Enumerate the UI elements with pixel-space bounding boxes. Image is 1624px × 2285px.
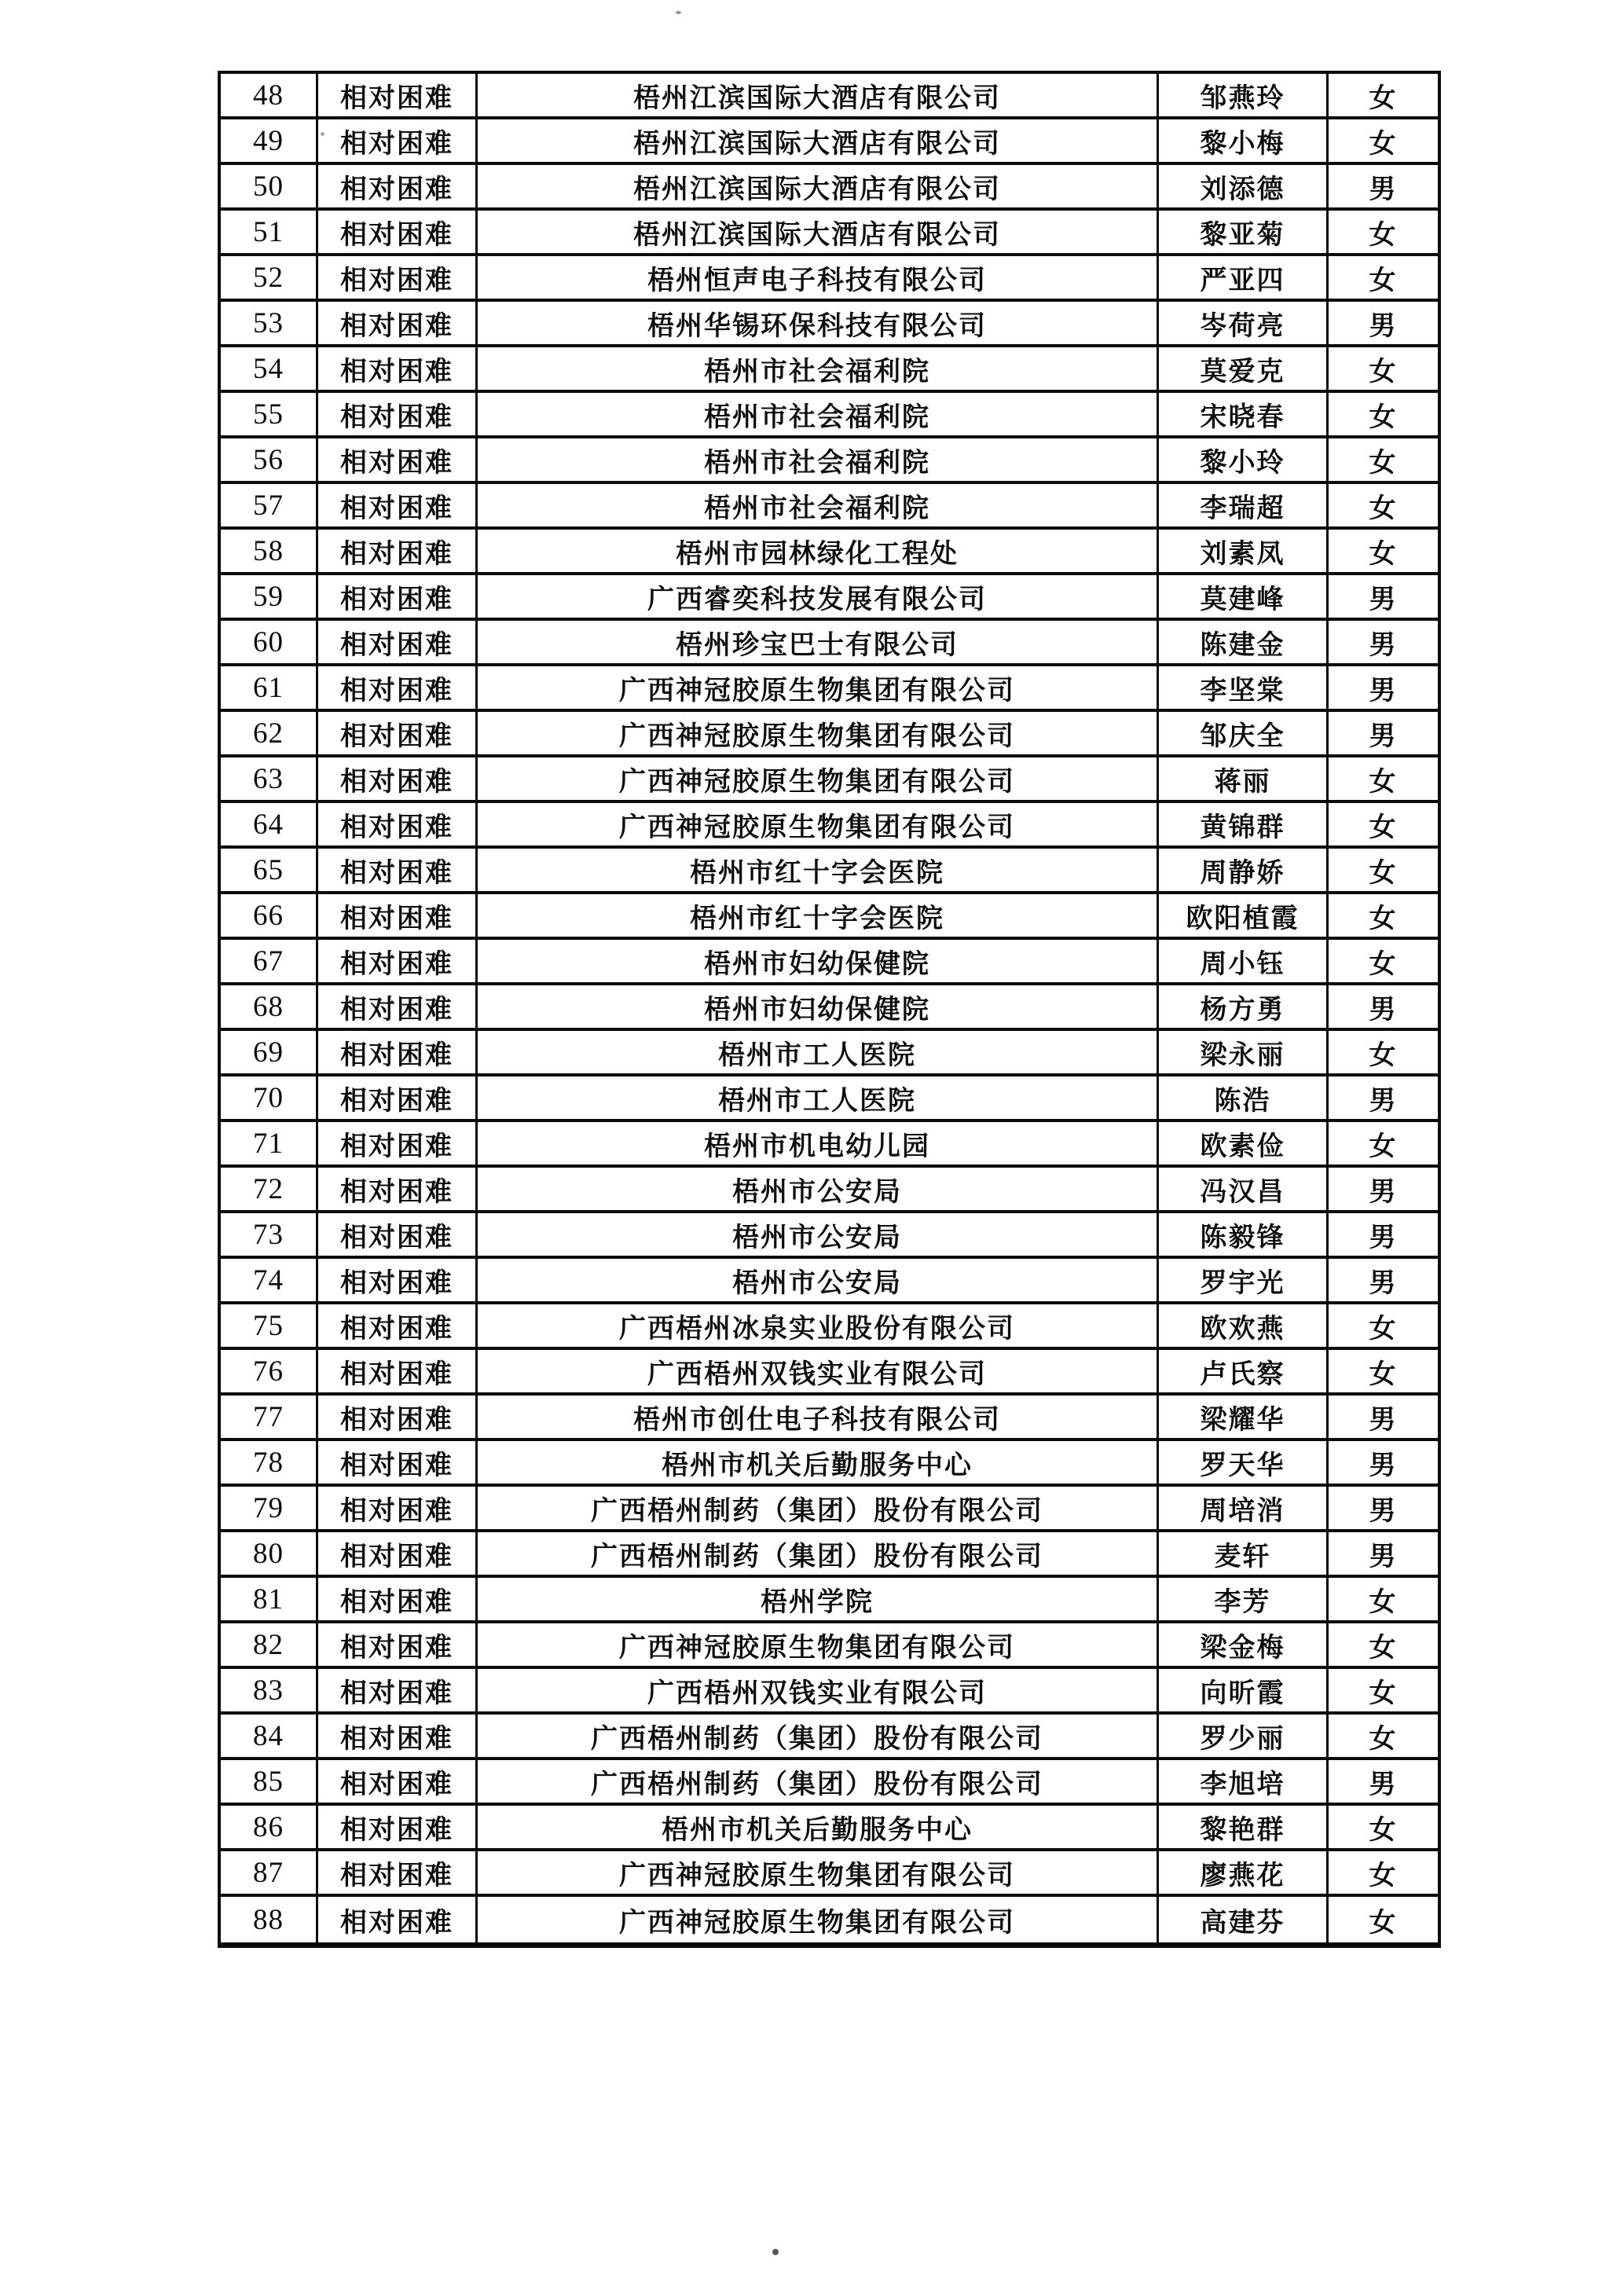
roster-table: [218, 71, 1441, 1948]
cell-name: 莫建峰: [1159, 575, 1329, 618]
cell-name: 罗天华: [1159, 1441, 1329, 1484]
cell-name: 周静娇: [1159, 849, 1329, 891]
cell-gender: 男: [1369, 630, 1398, 660]
cell-gender: 女: [1369, 1314, 1398, 1344]
table-row: [221, 1259, 1438, 1304]
cell-number: 57: [221, 484, 318, 526]
cell-company: 梧州市妇幼保健院: [478, 985, 1159, 1028]
cell-status: 相对困难: [318, 1806, 478, 1848]
cell-gender: 男: [1369, 1223, 1398, 1253]
cell-number: 67: [221, 940, 318, 982]
cell-company: 梧州学院: [478, 1578, 1159, 1620]
cell-status: 相对困难: [318, 1304, 478, 1347]
table-row: [221, 1304, 1438, 1350]
cell-company: 梧州市社会福利院: [478, 484, 1159, 526]
cell-company: 梧州市创仕电子科技有限公司: [478, 1396, 1159, 1438]
table-row: [221, 1213, 1438, 1259]
table-row: [221, 1623, 1438, 1669]
cell-number: 64: [221, 803, 318, 845]
table-row: [221, 393, 1438, 438]
cell-number: 85: [221, 1760, 318, 1803]
cell-name: 莫爱克: [1159, 347, 1329, 390]
cell-number: 88: [221, 1897, 318, 1942]
cell-number: 77: [221, 1396, 318, 1438]
cell-status: 相对困难: [318, 256, 478, 299]
cell-company: 梧州市社会福利院: [478, 438, 1159, 481]
cell-number: 65: [221, 849, 318, 891]
table-row: [221, 712, 1438, 757]
cell-gender: 女: [1369, 357, 1398, 387]
table-row: [221, 1532, 1438, 1578]
table-row: [221, 940, 1438, 985]
cell-name: 欧欢燕: [1159, 1304, 1329, 1347]
table-row: [221, 803, 1438, 849]
cell-gender: 女: [1369, 539, 1398, 569]
cell-company: 梧州江滨国际大酒店有限公司: [478, 74, 1159, 116]
cell-name: 刘素凤: [1159, 530, 1329, 572]
table-row: [221, 1031, 1438, 1076]
cell-status: 相对困难: [318, 712, 478, 754]
cell-name: 严亚四: [1159, 256, 1329, 299]
cell-number: 76: [221, 1350, 318, 1392]
cell-company: 梧州华锡环保科技有限公司: [478, 302, 1159, 344]
scan-artifact: [772, 2249, 779, 2255]
cell-status: 相对困难: [318, 1168, 478, 1210]
cell-gender: 男: [1369, 1770, 1398, 1799]
cell-company: 梧州江滨国际大酒店有限公司: [478, 119, 1159, 162]
cell-name: 高建芬: [1159, 1897, 1329, 1942]
cell-name: 黎小梅: [1159, 119, 1329, 162]
cell-gender: 女: [1369, 129, 1398, 159]
cell-number: 60: [221, 621, 318, 663]
cell-gender: 女: [1369, 1908, 1398, 1938]
cell-name: 周培消: [1159, 1487, 1329, 1529]
table-row: [221, 119, 1438, 165]
table-row: [221, 1168, 1438, 1213]
cell-number: 59: [221, 575, 318, 618]
cell-company: 广西睿奕科技发展有限公司: [478, 575, 1159, 618]
cell-gender: 女: [1369, 767, 1398, 797]
scan-artifact: [676, 11, 681, 14]
cell-name: 黎亚菊: [1159, 211, 1329, 253]
cell-gender: 男: [1369, 1451, 1398, 1480]
cell-status: 相对困难: [318, 302, 478, 344]
cell-number: 71: [221, 1122, 318, 1165]
cell-name: 欧阳植霞: [1159, 894, 1329, 937]
table-row: [221, 484, 1438, 530]
cell-company: 梧州市社会福利院: [478, 347, 1159, 390]
cell-number: 73: [221, 1213, 318, 1256]
cell-status: 相对困难: [318, 1897, 478, 1942]
cell-name: 李坚棠: [1159, 666, 1329, 709]
cell-company: 广西神冠胶原生物集团有限公司: [478, 712, 1159, 754]
cell-gender: 女: [1369, 812, 1398, 842]
table-row: [221, 575, 1438, 621]
cell-status: 相对困难: [318, 666, 478, 709]
cell-gender: 男: [1369, 1086, 1398, 1116]
table-row: [221, 1760, 1438, 1806]
cell-company: 梧州市机电幼儿园: [478, 1122, 1159, 1165]
cell-gender: 女: [1369, 266, 1398, 295]
cell-company: 梧州市妇幼保健院: [478, 940, 1159, 982]
cell-gender: 男: [1369, 174, 1398, 204]
cell-status: 相对困难: [318, 1122, 478, 1165]
table-row: [221, 530, 1438, 575]
cell-gender: 女: [1369, 858, 1398, 888]
cell-gender: 女: [1369, 1861, 1398, 1891]
cell-gender: 男: [1369, 1542, 1398, 1572]
cell-company: 广西梧州制药（集团）股份有限公司: [478, 1532, 1159, 1575]
cell-gender: 男: [1369, 676, 1398, 706]
cell-company: 梧州市工人医院: [478, 1031, 1159, 1073]
table-row: [221, 1578, 1438, 1623]
cell-status: 相对困难: [318, 1396, 478, 1438]
cell-company: 广西梧州制药（集团）股份有限公司: [478, 1715, 1159, 1757]
table-row: [221, 1487, 1438, 1532]
cell-name: 冯汉昌: [1159, 1168, 1329, 1210]
table-row: [221, 438, 1438, 484]
table-row: [221, 1396, 1438, 1441]
cell-name: 梁永丽: [1159, 1031, 1329, 1073]
cell-gender: 男: [1369, 1268, 1398, 1298]
cell-number: 81: [221, 1578, 318, 1620]
cell-name: 岑荷亮: [1159, 302, 1329, 344]
cell-company: 梧州市红十字会医院: [478, 849, 1159, 891]
cell-number: 78: [221, 1441, 318, 1484]
table-row: [221, 894, 1438, 940]
cell-gender: 女: [1369, 1359, 1398, 1389]
cell-gender: 男: [1369, 995, 1398, 1025]
table-row: [221, 1441, 1438, 1487]
cell-company: 广西梧州双钱实业有限公司: [478, 1350, 1159, 1392]
cell-company: 梧州市工人医院: [478, 1076, 1159, 1119]
cell-number: 53: [221, 302, 318, 344]
cell-name: 麦轩: [1159, 1532, 1329, 1575]
cell-number: 84: [221, 1715, 318, 1757]
cell-company: 广西神冠胶原生物集团有限公司: [478, 1623, 1159, 1666]
cell-name: 邹庆全: [1159, 712, 1329, 754]
cell-gender: 男: [1369, 585, 1398, 614]
cell-gender: 女: [1369, 1724, 1398, 1754]
cell-company: 梧州市社会福利院: [478, 393, 1159, 435]
cell-company: 梧州市公安局: [478, 1213, 1159, 1256]
table-row: [221, 74, 1438, 119]
cell-number: 80: [221, 1532, 318, 1575]
cell-name: 邹燕玲: [1159, 74, 1329, 116]
cell-status: 相对困难: [318, 74, 478, 116]
cell-gender: 女: [1369, 493, 1398, 523]
cell-status: 相对困难: [318, 393, 478, 435]
cell-gender: 女: [1369, 1040, 1398, 1070]
cell-number: 48: [221, 74, 318, 116]
cell-company: 梧州江滨国际大酒店有限公司: [478, 165, 1159, 207]
cell-number: 54: [221, 347, 318, 390]
cell-gender: 女: [1369, 949, 1398, 979]
cell-name: 梁金梅: [1159, 1623, 1329, 1666]
cell-name: 罗宇光: [1159, 1259, 1329, 1301]
cell-status: 相对困难: [318, 849, 478, 891]
cell-gender: 女: [1369, 1131, 1398, 1161]
cell-status: 相对困难: [318, 530, 478, 572]
cell-status: 相对困难: [318, 1350, 478, 1392]
cell-company: 广西梧州制药（集团）股份有限公司: [478, 1760, 1159, 1803]
table-row: [221, 1897, 1438, 1942]
cell-company: 梧州江滨国际大酒店有限公司: [478, 211, 1159, 253]
cell-company: 梧州市机关后勤服务中心: [478, 1806, 1159, 1848]
cell-name: 欧素俭: [1159, 1122, 1329, 1165]
table-row: [221, 1806, 1438, 1851]
cell-name: 陈浩: [1159, 1076, 1329, 1119]
table-row: [221, 1851, 1438, 1897]
table-row: [221, 1669, 1438, 1715]
cell-name: 黄锦群: [1159, 803, 1329, 845]
cell-status: 相对困难: [318, 1031, 478, 1073]
table-row: [221, 347, 1438, 393]
cell-number: 86: [221, 1806, 318, 1848]
cell-name: 陈毅锋: [1159, 1213, 1329, 1256]
table-row: [221, 211, 1438, 256]
cell-status: 相对困难: [318, 119, 478, 162]
cell-number: 51: [221, 211, 318, 253]
cell-name: 黎艳群: [1159, 1806, 1329, 1848]
cell-status: 相对困难: [318, 211, 478, 253]
table-row: [221, 985, 1438, 1031]
cell-gender: 男: [1369, 1405, 1398, 1435]
cell-gender: 女: [1369, 220, 1398, 250]
cell-company: 梧州市红十字会医院: [478, 894, 1159, 937]
cell-status: 相对困难: [318, 894, 478, 937]
cell-status: 相对困难: [318, 1487, 478, 1529]
cell-gender: 女: [1369, 1815, 1398, 1845]
cell-gender: 女: [1369, 83, 1398, 113]
cell-status: 相对困难: [318, 1441, 478, 1484]
cell-number: 52: [221, 256, 318, 299]
cell-name: 李旭培: [1159, 1760, 1329, 1803]
cell-number: 66: [221, 894, 318, 937]
cell-name: 黎小玲: [1159, 438, 1329, 481]
cell-name: 李芳: [1159, 1578, 1329, 1620]
cell-status: 相对困难: [318, 621, 478, 663]
cell-gender: 女: [1369, 402, 1398, 432]
cell-gender: 女: [1369, 904, 1398, 933]
cell-company: 梧州市园林绿化工程处: [478, 530, 1159, 572]
cell-gender: 女: [1369, 448, 1398, 478]
cell-status: 相对困难: [318, 165, 478, 207]
cell-name: 廖燕花: [1159, 1851, 1329, 1894]
table-row: [221, 1715, 1438, 1760]
cell-company: 梧州恒声电子科技有限公司: [478, 256, 1159, 299]
cell-number: 55: [221, 393, 318, 435]
cell-number: 79: [221, 1487, 318, 1529]
cell-name: 向昕霞: [1159, 1669, 1329, 1711]
cell-status: 相对困难: [318, 1760, 478, 1803]
cell-name: 李瑞超: [1159, 484, 1329, 526]
cell-number: 49: [221, 119, 318, 162]
cell-name: 杨方勇: [1159, 985, 1329, 1028]
cell-status: 相对困难: [318, 1076, 478, 1119]
table-row: [221, 621, 1438, 666]
cell-company: 广西梧州双钱实业有限公司: [478, 1669, 1159, 1711]
cell-number: 69: [221, 1031, 318, 1073]
cell-status: 相对困难: [318, 1259, 478, 1301]
cell-gender: 女: [1369, 1587, 1398, 1617]
cell-gender: 男: [1369, 721, 1398, 751]
table-row: [221, 666, 1438, 712]
cell-status: 相对困难: [318, 1715, 478, 1757]
cell-number: 61: [221, 666, 318, 709]
cell-status: 相对困难: [318, 1532, 478, 1575]
table-row: [221, 849, 1438, 894]
cell-company: 广西神冠胶原生物集团有限公司: [478, 803, 1159, 845]
cell-number: 62: [221, 712, 318, 754]
cell-company: 梧州珍宝巴士有限公司: [478, 621, 1159, 663]
cell-number: 56: [221, 438, 318, 481]
cell-gender: 男: [1369, 311, 1398, 341]
cell-status: 相对困难: [318, 1623, 478, 1666]
cell-number: 50: [221, 165, 318, 207]
cell-name: 宋晓春: [1159, 393, 1329, 435]
cell-company: 广西神冠胶原生物集团有限公司: [478, 1851, 1159, 1894]
cell-gender: 男: [1369, 1177, 1398, 1207]
cell-number: 74: [221, 1259, 318, 1301]
cell-number: 75: [221, 1304, 318, 1347]
cell-status: 相对困难: [318, 484, 478, 526]
cell-status: 相对困难: [318, 1578, 478, 1620]
cell-number: 58: [221, 530, 318, 572]
cell-status: 相对困难: [318, 438, 478, 481]
table-row: [221, 1076, 1438, 1122]
cell-status: 相对困难: [318, 940, 478, 982]
cell-status: 相对困难: [318, 803, 478, 845]
cell-company: 广西梧州冰泉实业股份有限公司: [478, 1304, 1159, 1347]
cell-number: 68: [221, 985, 318, 1028]
cell-name: 梁耀华: [1159, 1396, 1329, 1438]
cell-company: 梧州市公安局: [478, 1259, 1159, 1301]
cell-company: 广西神冠胶原生物集团有限公司: [478, 1897, 1159, 1942]
cell-company: 梧州市公安局: [478, 1168, 1159, 1210]
cell-name: 罗少丽: [1159, 1715, 1329, 1757]
cell-number: 63: [221, 757, 318, 800]
cell-number: 70: [221, 1076, 318, 1119]
cell-name: 卢氏察: [1159, 1350, 1329, 1392]
cell-company: 广西神冠胶原生物集团有限公司: [478, 666, 1159, 709]
table-row: [221, 1122, 1438, 1168]
table-row: [221, 757, 1438, 803]
cell-company: 梧州市机关后勤服务中心: [478, 1441, 1159, 1484]
cell-status: 相对困难: [318, 1851, 478, 1894]
table-row: [221, 165, 1438, 211]
cell-status: 相对困难: [318, 1213, 478, 1256]
cell-number: 72: [221, 1168, 318, 1210]
cell-name: 蒋丽: [1159, 757, 1329, 800]
cell-company: 广西梧州制药（集团）股份有限公司: [478, 1487, 1159, 1529]
cell-gender: 女: [1369, 1633, 1398, 1663]
cell-name: 陈建金: [1159, 621, 1329, 663]
table-row: [221, 302, 1438, 347]
cell-gender: 男: [1369, 1496, 1398, 1526]
cell-status: 相对困难: [318, 1669, 478, 1711]
cell-status: 相对困难: [318, 575, 478, 618]
cell-status: 相对困难: [318, 757, 478, 800]
cell-number: 87: [221, 1851, 318, 1894]
table-row: [221, 256, 1438, 302]
scan-artifact: [321, 132, 324, 136]
table-row: [221, 1350, 1438, 1396]
cell-number: 82: [221, 1623, 318, 1666]
cell-gender: 女: [1369, 1678, 1398, 1708]
cell-name: 刘添德: [1159, 165, 1329, 207]
cell-number: 83: [221, 1669, 318, 1711]
cell-name: 周小钰: [1159, 940, 1329, 982]
cell-status: 相对困难: [318, 347, 478, 390]
cell-company: 广西神冠胶原生物集团有限公司: [478, 757, 1159, 800]
cell-status: 相对困难: [318, 985, 478, 1028]
